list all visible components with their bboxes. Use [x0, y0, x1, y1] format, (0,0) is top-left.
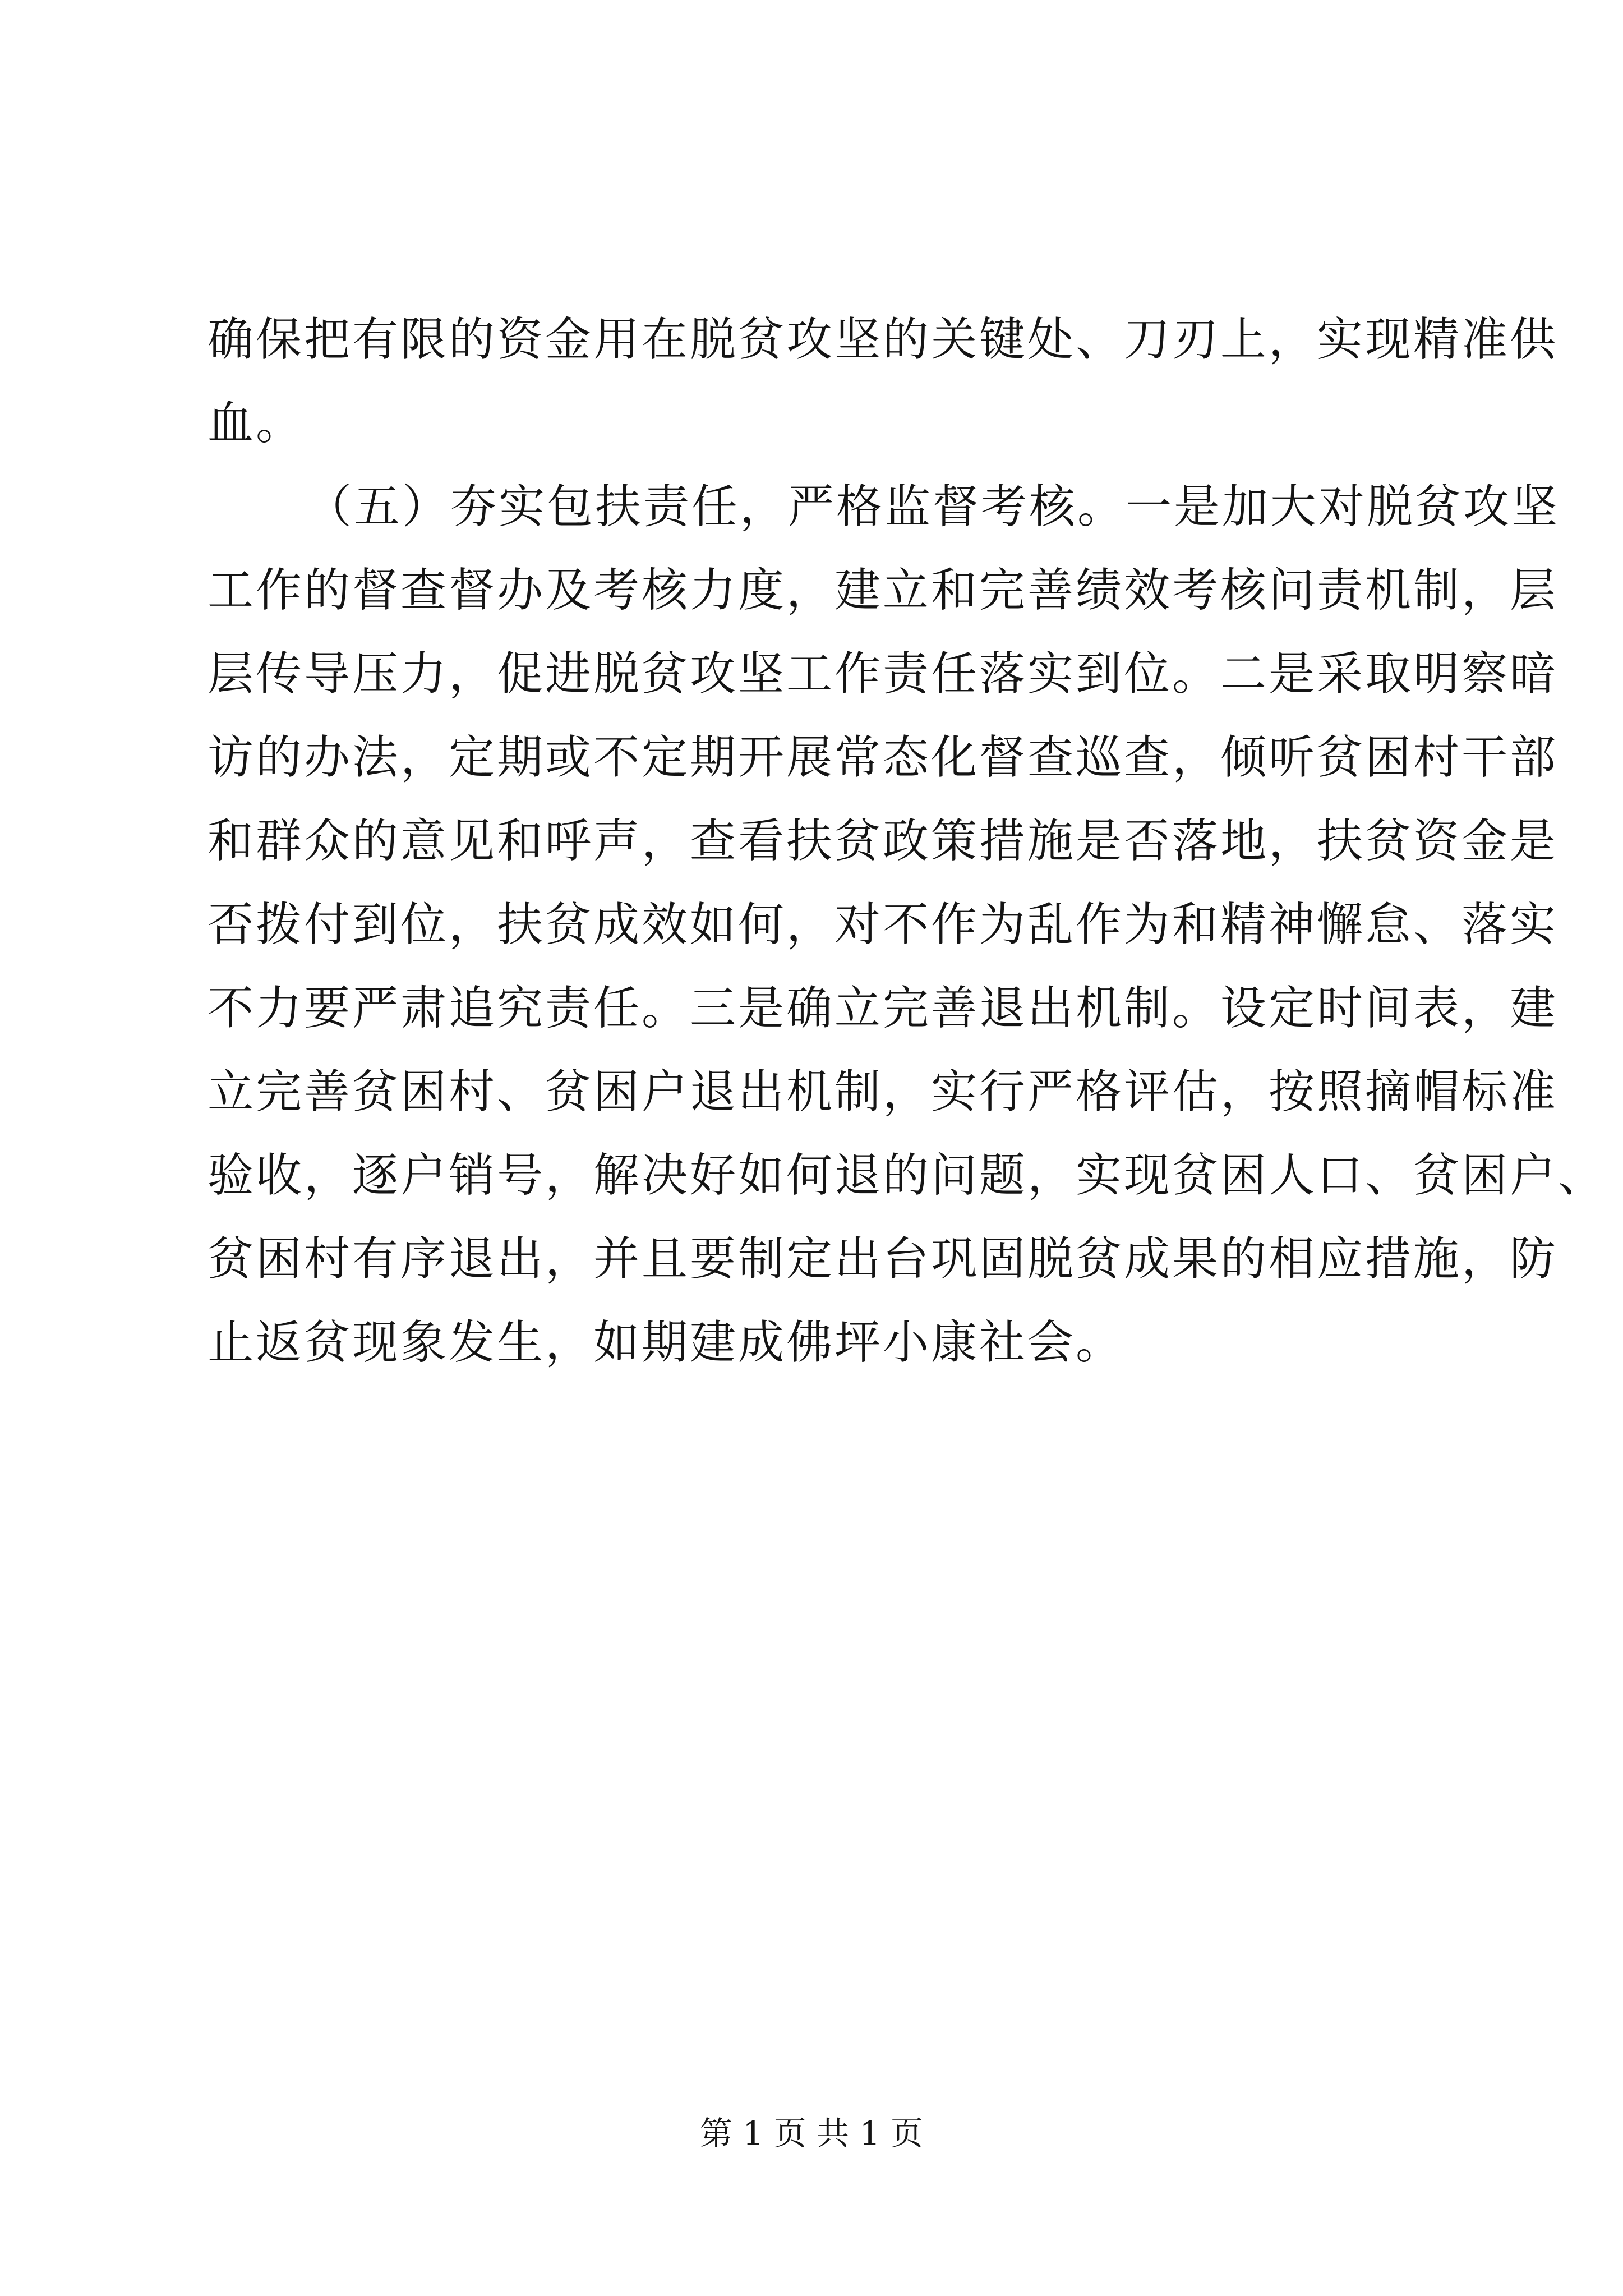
paragraph-line-6: 访的办法，定期或不定期开展常态化督查巡查，倾听贫困村干部: [208, 731, 1559, 784]
paragraph-line-9: 不力要严肃追究责任。三是确立完善退出机制。设定时间表，建: [208, 982, 1559, 1035]
page-footer: 第 1 页 共 1 页: [700, 2114, 923, 2152]
paragraph-line-12: 贫困村有序退出，并且要制定出台巩固脱贫成果的相应措施，防: [208, 1232, 1559, 1286]
paragraph-line-10: 立完善贫困村、贫困户退出机制，实行严格评估，按照摘帽标准: [208, 1065, 1559, 1119]
paragraph-line-4: 工作的督查督办及考核力度，建立和完善绩效考核问责机制，层: [208, 564, 1559, 617]
paragraph-line-8: 否拨付到位，扶贫成效如何，对不作为乱作为和精神懈怠、落实: [208, 898, 1559, 951]
paragraph-line-13: 止返贫现象发生，如期建成佛坪小康社会。: [208, 1316, 1124, 1369]
paragraph-line-2: 血。: [208, 397, 305, 450]
paragraph-line-11: 验收，逐户销号，解决好如何退的问题，实现贫困人口、贫困户、: [208, 1149, 1607, 1202]
paragraph-line-7: 和群众的意见和呼声，查看扶贫政策措施是否落地，扶贫资金是: [208, 815, 1559, 868]
section-5-heading-line: （五）夯实包扶责任，严格监督考核。一是加大对脱贫攻坚: [306, 480, 1560, 533]
paragraph-line-1: 确保把有限的资金用在脱贫攻坚的关键处、刀刃上，实现精准供: [208, 313, 1559, 366]
paragraph-line-5: 层传导压力，促进脱贫攻坚工作责任落实到位。二是采取明察暗: [208, 647, 1559, 701]
